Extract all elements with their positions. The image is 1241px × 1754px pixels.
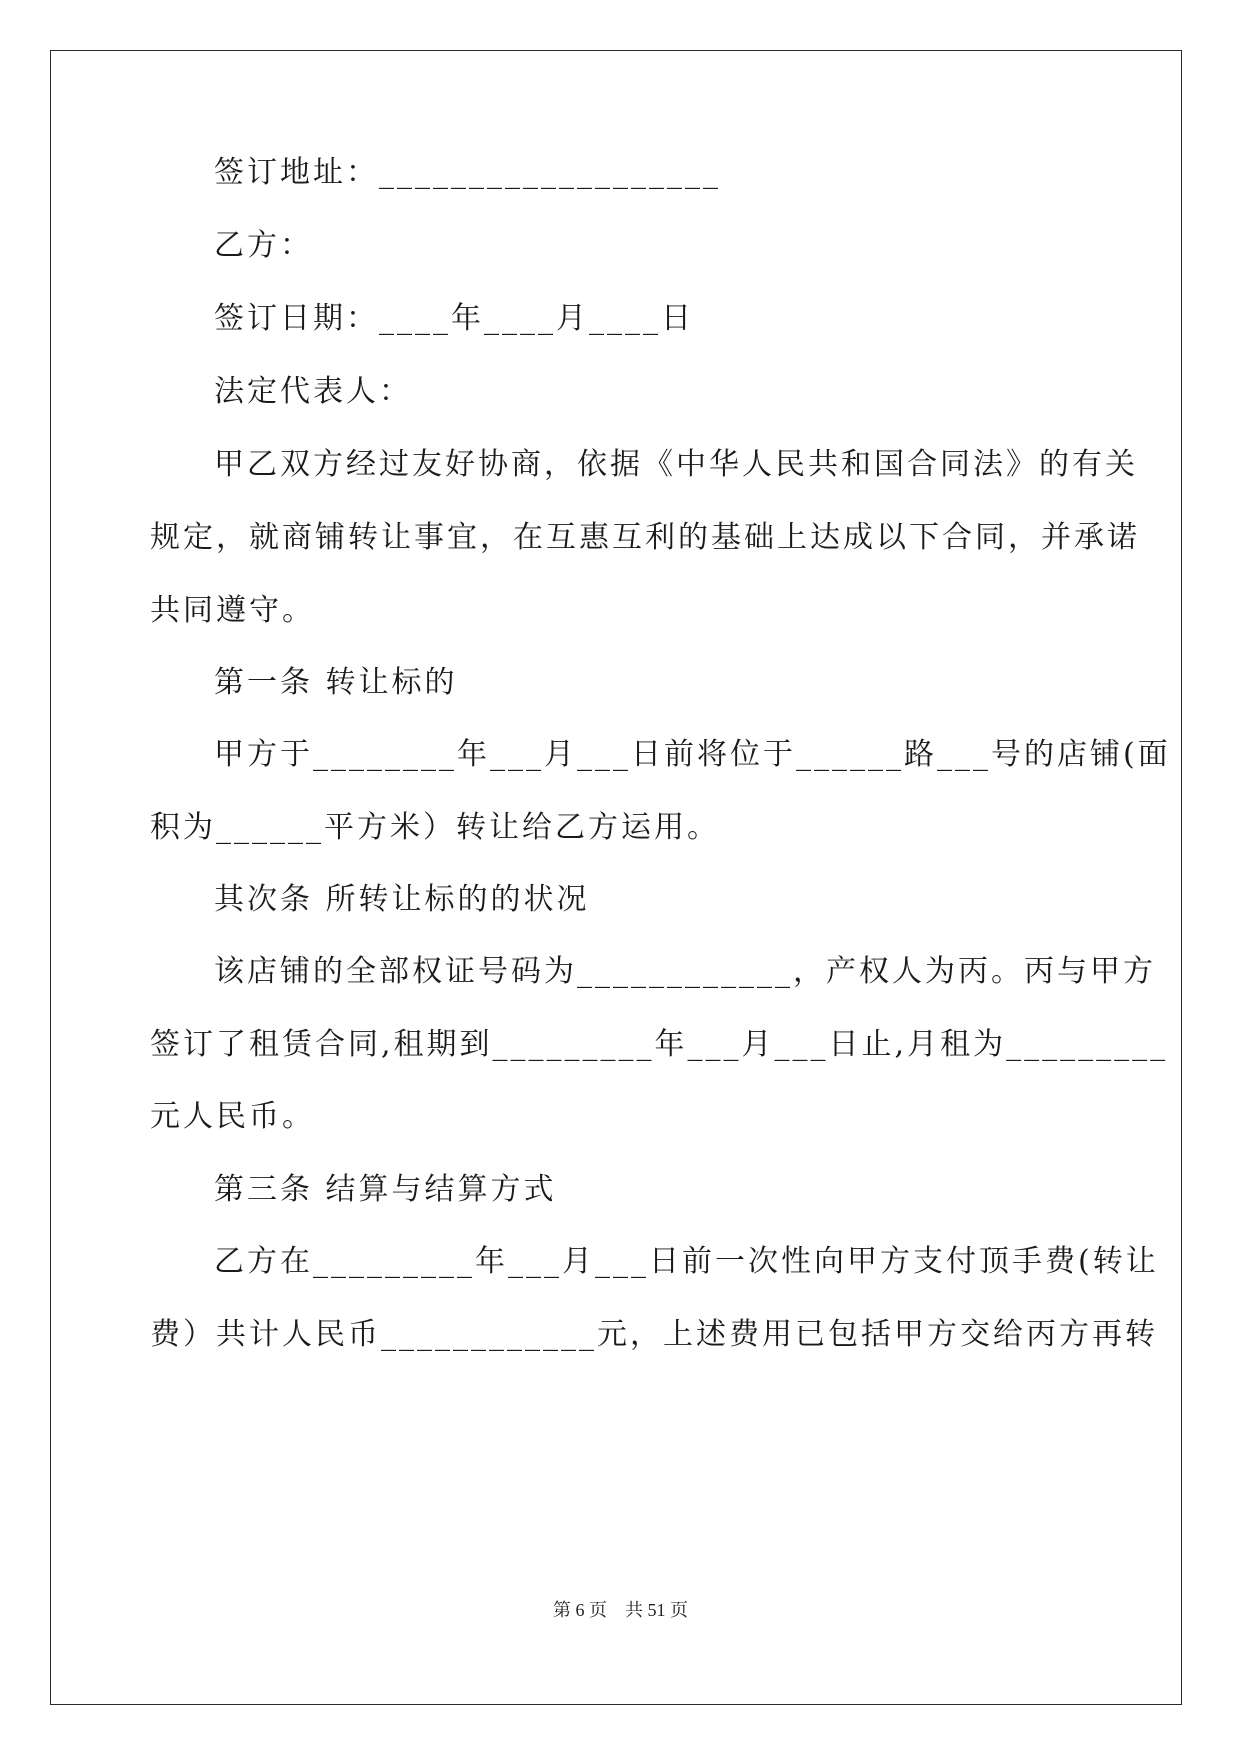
article-heading: 第一条 转让标的 (214, 665, 458, 700)
paragraph-line: 签订了租赁合同,租期到_________年___月___日止,月租为_________ (150, 1027, 1169, 1062)
legal-representative-line: 法定代表人： (214, 374, 412, 409)
party-b-line: 乙方： (214, 228, 313, 263)
page-number-footer: 第 6 页 共 51 页 (553, 1600, 688, 1620)
paragraph-line: 该店铺的全部权证号码为____________，产权人为丙。丙与甲方 (214, 954, 1156, 989)
article-heading: 其次条 所转让标的的状况 (214, 882, 590, 917)
article-heading: 第三条 结算与结算方式 (214, 1172, 557, 1207)
paragraph-line: 乙方在_________年___月___日前一次性向甲方支付顶手费(转让 (214, 1244, 1159, 1279)
paragraph-line: 费）共计人民币____________元，上述费用已包括甲方交给丙方再转 (150, 1317, 1158, 1352)
paragraph-line: 积为______平方米）转让给乙方运用。 (150, 810, 720, 845)
paragraph-line: 规定，就商铺转让事宜，在互惠互利的基础上达成以下合同，并承诺 (150, 520, 1140, 555)
paragraph-line: 甲乙双方经过友好协商，依据《中华人民共和国合同法》的有关 (214, 447, 1138, 482)
paragraph-line: 共同遵守。 (150, 593, 315, 628)
paragraph-line: 元人民币。 (150, 1099, 315, 1134)
sign-address-line: 签订地址：___________________ (214, 155, 721, 190)
sign-date-line: 签订日期：____年____月____日 (214, 301, 694, 336)
paragraph-line: 甲方于________年___月___日前将位于______路___号的店铺(面 (214, 737, 1171, 772)
